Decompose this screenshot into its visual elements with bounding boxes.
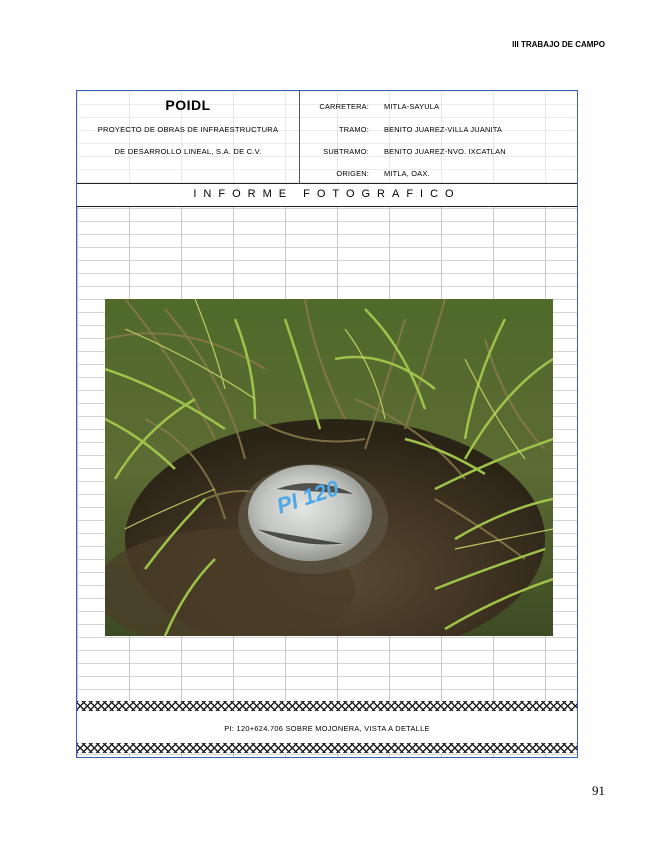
company-name-line1: PROYECTO DE OBRAS DE INFRAESTRUCTURA	[97, 125, 279, 134]
field-value-subtramo: BENITO JUAREZ-NVO. IXCATLAN	[384, 147, 506, 156]
field-photo-monument	[105, 299, 553, 636]
photo-marking-text: PI 120	[273, 475, 342, 519]
running-header: III TRABAJO DE CAMPO	[512, 40, 605, 49]
form-header	[77, 91, 577, 183]
field-label-carretera: CARRETERA:	[319, 102, 369, 111]
company-brand: POIDL	[165, 97, 211, 113]
page-number: 91	[592, 783, 605, 798]
header-divider	[299, 91, 300, 183]
caption-border-bottom	[77, 743, 577, 753]
field-label-subtramo: SUBTRAMO:	[323, 147, 369, 156]
field-label-origen: ORIGEN:	[336, 169, 369, 178]
photo-caption: PI: 120+624.706 SOBRE MOJONERA, VISTA A DETALLE	[224, 724, 430, 733]
photo-report-form	[76, 90, 578, 758]
report-title: INFORME FOTOGRAFICO	[77, 183, 577, 207]
field-value-tramo: BENITO JUAREZ-VILLA JUANITA	[384, 125, 503, 134]
field-value-origen: MITLA, OAX.	[384, 169, 430, 178]
field-label-tramo: TRAMO:	[339, 125, 369, 134]
caption-border-top	[77, 701, 577, 711]
company-name-line2: DE DESARROLLO LINEAL, S.A. DE C.V.	[114, 147, 262, 156]
field-value-carretera: MITLA-SAYULA	[384, 102, 440, 111]
